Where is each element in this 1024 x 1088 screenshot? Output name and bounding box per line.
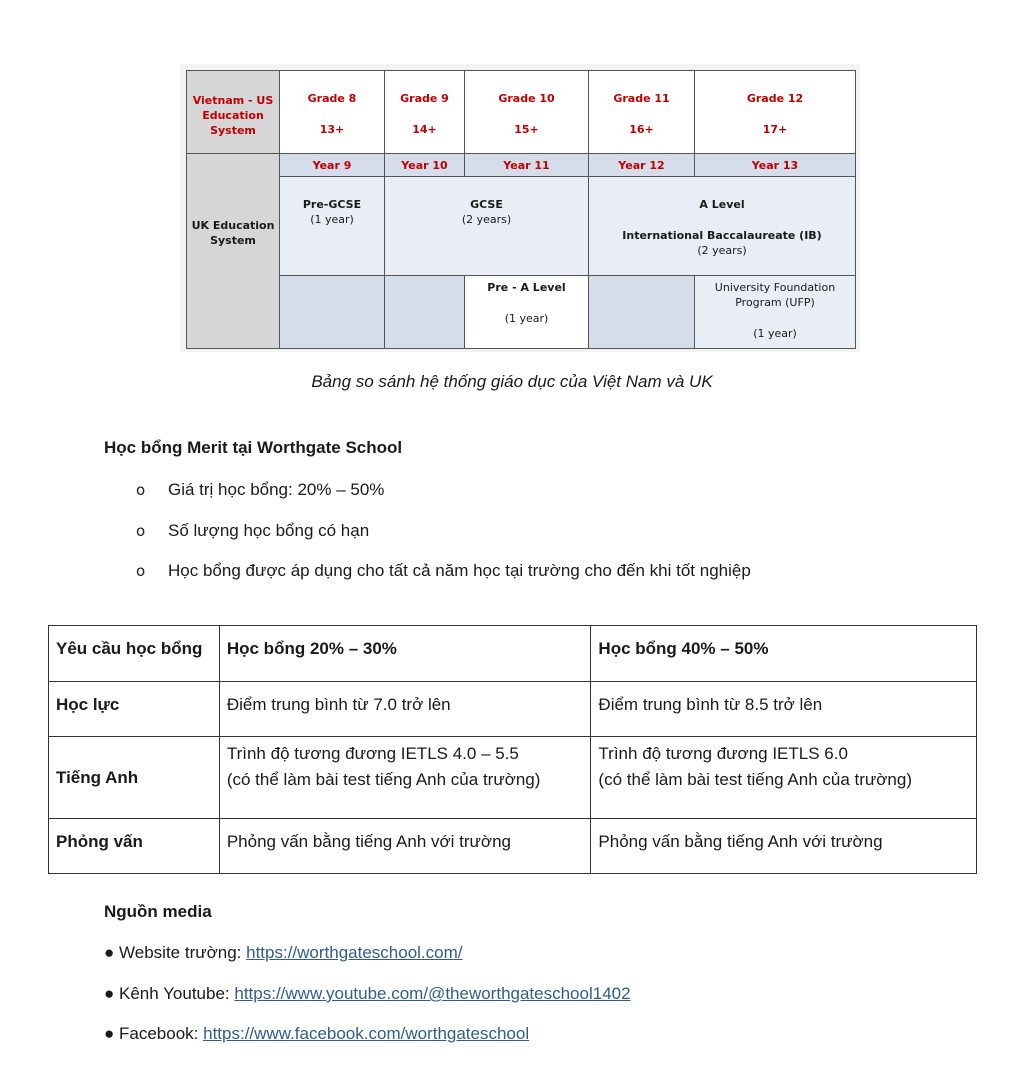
grade-9-cell: Grade 9 14+	[384, 70, 465, 154]
gcse-cell: GCSE (2 years)	[384, 176, 589, 276]
table-row	[49, 819, 977, 874]
table-cell: Phỏng vấn bằng tiếng Anh với trường	[219, 819, 591, 874]
grade-12-cell: Grade 12 17+	[694, 70, 856, 154]
media-item-facebook	[104, 1024, 529, 1044]
ufp-cell: University Foundation Program (UFP) (1 year)	[694, 275, 856, 349]
row-label: Tiếng Anh	[49, 737, 220, 819]
year-11-cell: Year 11	[464, 153, 589, 177]
dot-bullet-icon: ●	[104, 984, 115, 1003]
media-label: Kênh Youtube:	[119, 984, 235, 1003]
prealevel-cell: Pre - A Level (1 year)	[464, 275, 589, 349]
row-label: Học lực	[49, 682, 220, 737]
youtube-link[interactable]: https://www.youtube.com/@theworthgateschool1402	[234, 984, 631, 1003]
vn-system-label: Vietnam - US Education System	[186, 70, 280, 154]
alevel-cell: A Level International Baccalaureate (IB) (2 years)	[588, 176, 856, 276]
table-cell: Điểm trung bình từ 7.0 trở lên	[219, 682, 591, 737]
media-heading: Nguồn media	[104, 902, 212, 921]
circle-bullet-icon: o	[136, 522, 146, 540]
grade-11-cell: Grade 11 16+	[588, 70, 695, 154]
uk-system-label: UK Education System	[186, 153, 280, 349]
year-12-cell: Year 12	[588, 153, 695, 177]
dot-bullet-icon: ●	[104, 943, 115, 962]
table-cell: Trình độ tương đương IETLS 4.0 – 5.5 (có thể làm bài test tiếng Anh của trường)	[219, 737, 591, 819]
table-row	[49, 682, 977, 737]
row-label: Phỏng vấn	[49, 819, 220, 874]
media-label: Website trường:	[119, 943, 247, 962]
header-cell: Học bổng 20% – 30%	[219, 626, 591, 682]
grade-10-cell: Grade 10 15+	[464, 70, 589, 154]
year-9-cell: Year 9	[279, 153, 385, 177]
empty-cell-2	[384, 275, 465, 349]
circle-bullet-icon: o	[136, 481, 146, 499]
empty-cell-3	[588, 275, 695, 349]
bullet-text: Giá trị học bổng: 20% – 50%	[168, 480, 385, 499]
scholarship-table	[48, 625, 977, 874]
year-13-cell: Year 13	[694, 153, 856, 177]
table-cell: Phỏng vấn bằng tiếng Anh với trường	[591, 819, 977, 874]
grade-8-cell: Grade 8 13+	[279, 70, 385, 154]
dot-bullet-icon: ●	[104, 1024, 115, 1043]
merit-heading: Học bổng Merit tại Worthgate School	[104, 438, 403, 457]
website-link[interactable]: https://worthgateschool.com/	[246, 943, 463, 962]
header-cell: Yêu cầu học bổng	[49, 626, 220, 682]
media-item-website	[104, 943, 463, 963]
table-row	[49, 737, 977, 819]
circle-bullet-icon: o	[136, 562, 146, 580]
table-caption: Bảng so sánh hệ thống giáo dục của Việt Nam và UK	[311, 372, 713, 391]
empty-cell-1	[279, 275, 385, 349]
table-cell: Điểm trung bình từ 8.5 trở lên	[591, 682, 977, 737]
media-label: Facebook:	[119, 1024, 204, 1043]
facebook-link[interactable]: https://www.facebook.com/worthgateschool	[203, 1024, 530, 1043]
header-cell: Học bổng 40% – 50%	[591, 626, 977, 682]
bullet-text: Số lượng học bổng có hạn	[168, 521, 370, 540]
bullet-text: Học bổng được áp dụng cho tất cả năm học tại trường cho đến khi tốt nghiệp	[168, 561, 751, 580]
pregcse-cell: Pre-GCSE (1 year)	[279, 176, 385, 276]
table-header-row	[49, 626, 977, 682]
year-10-cell: Year 10	[384, 153, 465, 177]
education-comparison-table	[180, 64, 860, 352]
table-cell: Trình độ tương đương IETLS 6.0 (có thể làm bài test tiếng Anh của trường)	[591, 737, 977, 819]
media-item-youtube	[104, 984, 631, 1004]
